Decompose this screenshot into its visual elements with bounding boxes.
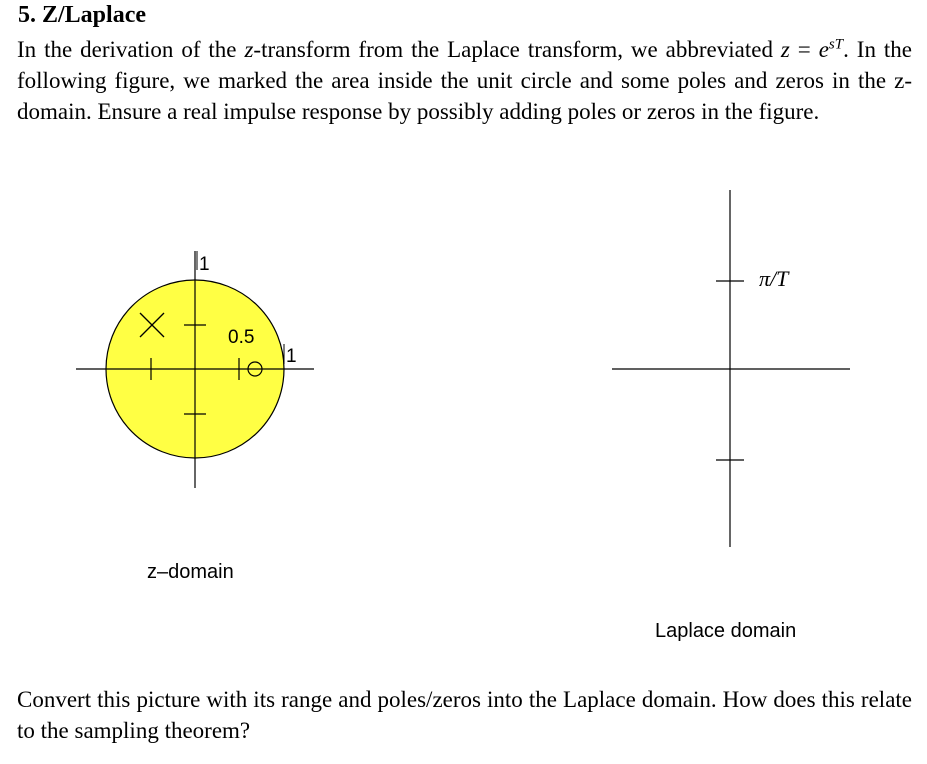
equation-base: e xyxy=(818,37,829,62)
zero-value-label: 0.5 xyxy=(228,327,255,348)
laplace-figure xyxy=(612,190,850,642)
intro-text-3: . In the following figure, we marked the area inside the unit circle and some poles and zeros in the z-domain. Ensure a real impulse response by possibly adding poles or zeros in the figure. xyxy=(17,37,912,124)
equation-exponent: sT xyxy=(828,36,844,53)
question-text: Convert this picture with its range and poles/zeros into the Laplace domain. How does this relate to the sampling theorem? xyxy=(17,687,912,743)
equation-lhs: z xyxy=(780,37,790,62)
z-imag-one-label: 1 xyxy=(199,254,210,275)
intro-var-z: z xyxy=(244,37,254,62)
laplace-domain-caption: Laplace domain xyxy=(655,620,797,642)
z-real-one-label: 1 xyxy=(286,346,297,367)
intro-text-1: In the derivation of the xyxy=(17,37,245,62)
pi-over-t-label: π/T xyxy=(759,266,789,291)
intro-text-2: -transform from the Laplace transform, we abbreviated xyxy=(253,37,781,62)
problem-title: 5. Z/Laplace xyxy=(18,2,147,28)
z-domain-figure xyxy=(76,251,314,583)
z-domain-caption: z–domain xyxy=(147,561,234,583)
equation-sign: = xyxy=(789,37,819,62)
